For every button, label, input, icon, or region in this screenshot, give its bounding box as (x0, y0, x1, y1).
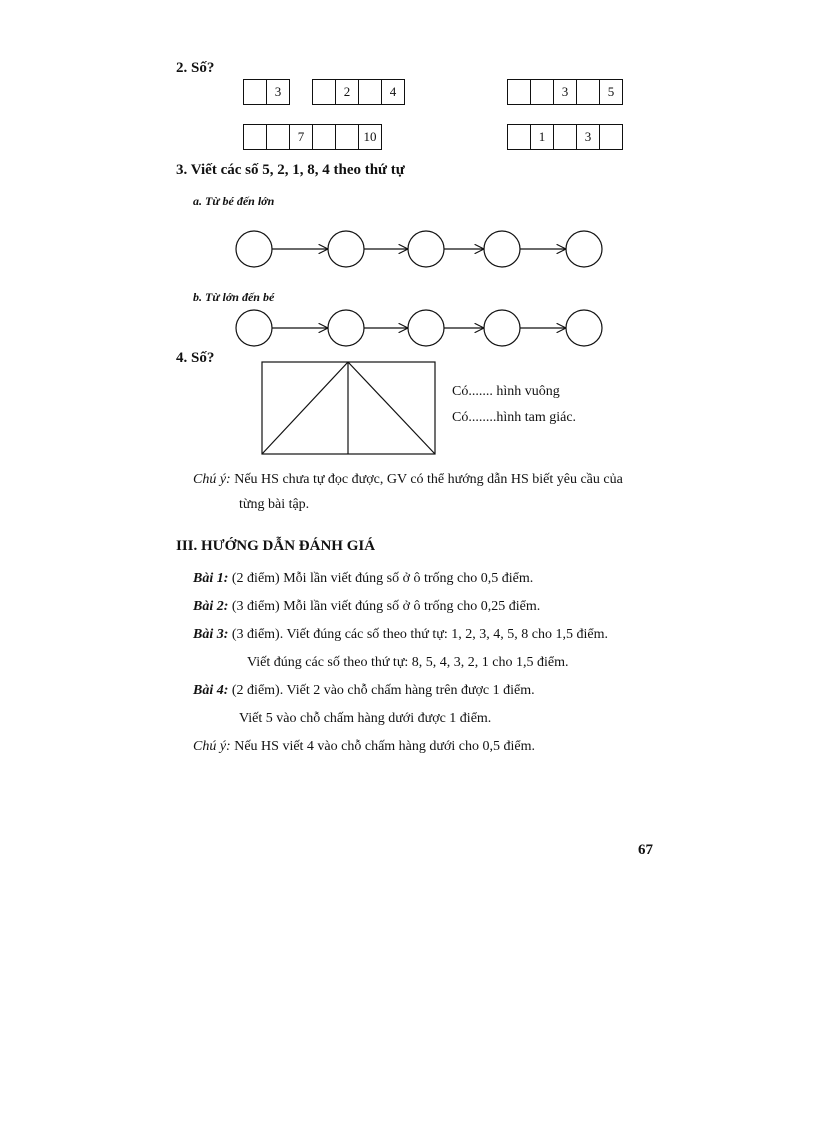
answer-circle[interactable] (566, 231, 602, 267)
item-text: Viết đúng các số theo thứ tự: 8, 5, 4, 3, 2, 1 cho 1,5 điểm. (247, 655, 569, 670)
number-box[interactable]: 3 (576, 124, 600, 150)
chain-ascending (236, 231, 602, 267)
note-text-continued: từng bài tập. (239, 497, 310, 512)
grading-item (193, 627, 608, 643)
note (193, 472, 623, 488)
exercise-2-title: 2. Số? (176, 60, 215, 76)
figure-line (262, 362, 348, 454)
note-text: Nếu HS chưa tự đọc được, GV có thể hướng dẫn HS biết yêu cầu của (234, 472, 623, 487)
item-label: Bài 1: (193, 571, 229, 586)
answer-circle[interactable] (236, 310, 272, 346)
item-text: (3 điểm). Viết đúng các số theo thứ tự: 1, 2, 3, 4, 5, 8 cho 1,5 điểm. (231, 627, 608, 642)
number-box[interactable]: 2 (335, 79, 359, 105)
exercise-3-title: 3. Viết các số 5, 2, 1, 8, 4 theo thứ tự (176, 162, 405, 178)
shape-figure (262, 362, 435, 454)
exercise-3a-label: a. Từ bé đến lớn (193, 194, 275, 208)
answer-circle[interactable] (236, 231, 272, 267)
exercise-4-title: 4. Số? (176, 350, 215, 366)
number-box[interactable]: 3 (553, 79, 577, 105)
number-box[interactable]: 10 (358, 124, 382, 150)
note-label: Chú ý: (193, 472, 231, 487)
grading-item (193, 739, 535, 755)
number-box[interactable]: 3 (266, 79, 290, 105)
item-text: (3 điểm) Mỗi lần viết đúng số ở ô trống cho 0,25 điểm. (231, 599, 541, 614)
figure-line (348, 362, 435, 454)
grading-item (193, 571, 533, 587)
count-triangles-line: Có........hình tam giác. (452, 410, 577, 425)
item-label: Bài 4: (193, 683, 229, 698)
grading-item (193, 599, 540, 615)
item-text: Viết 5 vào chỗ chấm hàng dưới được 1 điểm. (239, 711, 492, 726)
answer-circle[interactable] (408, 310, 444, 346)
number-box[interactable]: 7 (289, 124, 313, 150)
grading-item-continued (239, 711, 491, 727)
answer-circle[interactable] (328, 310, 364, 346)
item-text: Nếu HS viết 4 vào chỗ chấm hàng dưới cho 0,5 điểm. (234, 739, 535, 754)
exercise-3b-label: b. Từ lớn đến bé (193, 290, 275, 304)
item-text: (2 điểm) Mỗi lần viết đúng số ở ô trống cho 0,5 điểm. (231, 571, 534, 586)
number-box[interactable]: 4 (381, 79, 405, 105)
chain-descending (236, 310, 602, 346)
page-number: 67 (638, 842, 653, 858)
grading-item (193, 683, 535, 699)
item-label: Bài 2: (193, 599, 229, 614)
answer-circle[interactable] (408, 231, 444, 267)
number-box[interactable]: 1 (530, 124, 554, 150)
count-squares-line: Có....... hình vuông (452, 384, 560, 399)
answer-circle[interactable] (566, 310, 602, 346)
answer-circle[interactable] (484, 310, 520, 346)
grading-item-continued (247, 655, 569, 671)
item-label: Chú ý: (193, 739, 231, 754)
answer-circle[interactable] (328, 231, 364, 267)
item-text: (2 điểm). Viết 2 vào chỗ chấm hàng trên được 1 điểm. (231, 683, 535, 698)
section-title: III. HƯỚNG DẪN ĐÁNH GIÁ (176, 538, 376, 554)
number-box[interactable]: 5 (599, 79, 623, 105)
item-label: Bài 3: (193, 627, 229, 642)
answer-circle[interactable] (484, 231, 520, 267)
